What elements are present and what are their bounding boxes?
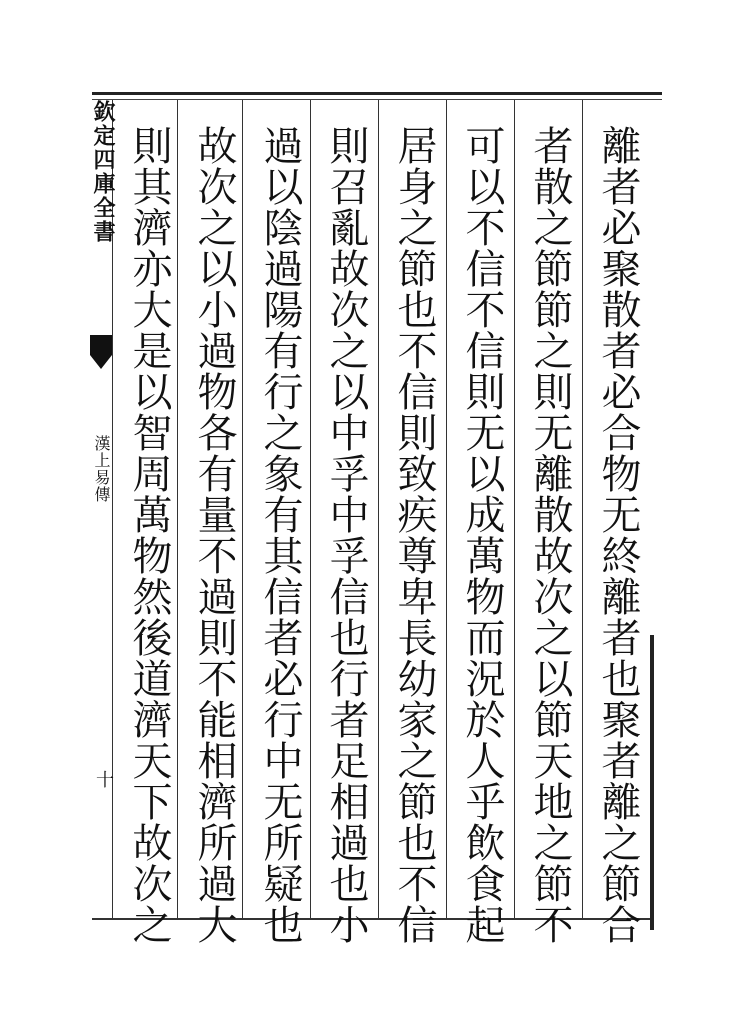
column-divider xyxy=(177,100,178,918)
margin-section-title: 漢上易傳 xyxy=(92,435,111,503)
margin-book-title: 欽定四庫全書 xyxy=(90,100,116,244)
text-column-3: 可以不信不信則无以成萬物而況於人乎飲食起 xyxy=(459,125,505,945)
column-divider xyxy=(514,100,515,918)
text-column-7: 故次之以小過物各有量不過則不能相濟所過大 xyxy=(191,125,237,945)
column-divider xyxy=(310,100,311,918)
column-divider xyxy=(378,100,379,918)
text-column-5: 則召亂故次之以中孚中孚信也行者足相過也小 xyxy=(323,125,369,945)
column-divider xyxy=(582,100,583,918)
column-divider xyxy=(242,100,243,918)
right-edge-rule xyxy=(650,635,654,930)
top-border-rule xyxy=(92,92,662,95)
margin-page-number: 十 xyxy=(93,770,114,788)
text-column-2: 者散之節節之則无離散故次之以節天地之節不 xyxy=(527,125,573,945)
text-column-1: 離者必聚散者必合物无終離者也聚者離之節合 xyxy=(595,125,641,945)
text-column-8: 則其濟亦大是以智周萬物然後道濟天下故次之 xyxy=(126,125,172,945)
text-column-6: 過以陰過陽有行之象有其信者必行中无所疑也 xyxy=(257,125,303,945)
text-column-4: 居身之節也不信則致疾尊卑長幼家之節也不信 xyxy=(391,125,437,945)
column-divider xyxy=(446,100,447,918)
fish-tail-mark xyxy=(90,335,112,369)
